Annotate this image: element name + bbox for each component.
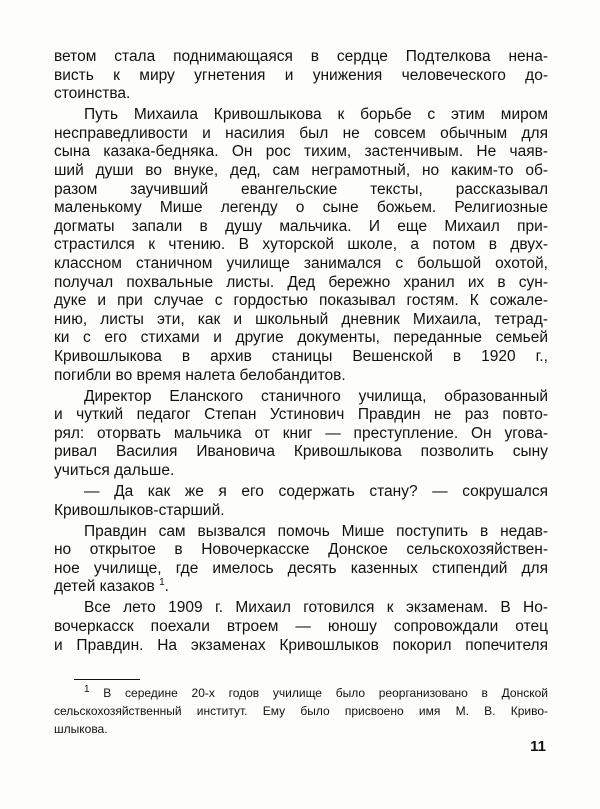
text-line: детей казаков $^1$. <box>54 576 169 595</box>
text-line: ривал Василия Ивановича Кривошлыкова позволить сыну <box>54 443 548 460</box>
text-line: ки с его стихами и другие документы, переданные семьей <box>54 329 548 346</box>
text-line: но открытое в Новочеркасске Донское сельскохозяйствен- <box>54 541 548 558</box>
text-line: висть к миру угнетения и унижения человеческого до- <box>54 67 548 84</box>
text-line: маленькому Мише легенду о сыне божьем. Религиозные <box>54 199 548 216</box>
footnote-line: сельскохозяйственный институт. Ему было присвоено имя М. В. Криво- <box>54 704 548 718</box>
text-line: ное училище, где имелось десять казенных стипендий для <box>54 560 548 577</box>
text-line: — Да как же я его содержать стану? — сокрушался <box>84 483 548 500</box>
page-number: 11 <box>530 738 546 755</box>
text-line: и Правдин. На экзаменах Кривошлыков покорил попечителя <box>54 637 548 654</box>
text-line: и чуткий педагог Степан Устинович Правдин не раз повто- <box>54 406 548 423</box>
text-line: Директор Еланского станичного училища, образованный <box>84 388 548 405</box>
text-line: классном станичном училище занимался с большой охотой, <box>54 255 548 272</box>
text-line: ветом стала поднимающаяся в сердце Подтелкова нена- <box>54 48 548 65</box>
text-line: погибли во время налета белобандитов. <box>54 367 346 384</box>
text-line: стоинства. <box>54 85 131 102</box>
text-line: получал похвальные листы. Дед бережно хранил их в сун- <box>54 274 548 291</box>
text-line: рял: оторвать мальчика от книг — преступление. Он угова- <box>54 425 548 442</box>
footnote-marker: 1 <box>84 684 90 695</box>
text-line: несправедливости и насилия был не совсем обычным для <box>54 125 548 142</box>
footnote-reference: 1 <box>159 576 165 588</box>
text-line: Путь Михаила Кривошлыкова к борьбе с этим миром <box>84 106 548 123</box>
text-line: ший души во внуке, дед, сам неграмотный, но каким-то об- <box>54 162 548 179</box>
text-line: Кривошлыков-старший. <box>54 502 225 519</box>
text-line: дуке и при случае с гордостью показывал гостям. К сожале- <box>54 292 548 309</box>
text-line: Правдин сам вызвался помочь Мише поступить в недав- <box>84 523 548 540</box>
footnote-line <box>84 684 548 702</box>
footnote-text: В середине 20-х годов училище было реорганизовано в Донской <box>103 686 548 700</box>
text-line: стpастился к чтению. В хуторской школе, а потом в двух- <box>54 236 548 253</box>
text-line: учиться дальше. <box>54 462 175 479</box>
text-line: Кривошлыкова в архив станицы Вешенской в 1920 г., <box>54 348 548 365</box>
text-line: нию, листы эти, как и школьный дневник Михаила, тетрад- <box>54 311 548 328</box>
text-line-content: детей казаков <box>54 578 155 595</box>
text-line: догматы запали в душу мальчика. И еще Михаил при- <box>54 218 548 235</box>
footnote-rule <box>74 679 140 680</box>
text-line: разом заучивший евангельские тексты, рассказывал <box>54 181 548 198</box>
text-line: Все лето 1909 г. Михаил готовился к экзаменам. В Но- <box>84 599 548 616</box>
text-line: сына казака-бедняка. Он рос тихим, застенчивым. Не чаяв- <box>54 143 548 160</box>
footnote-line: шлыкова. <box>54 722 108 736</box>
text-line: вочеркасск поехали втроем — юношу сопровождали отец <box>54 618 548 635</box>
